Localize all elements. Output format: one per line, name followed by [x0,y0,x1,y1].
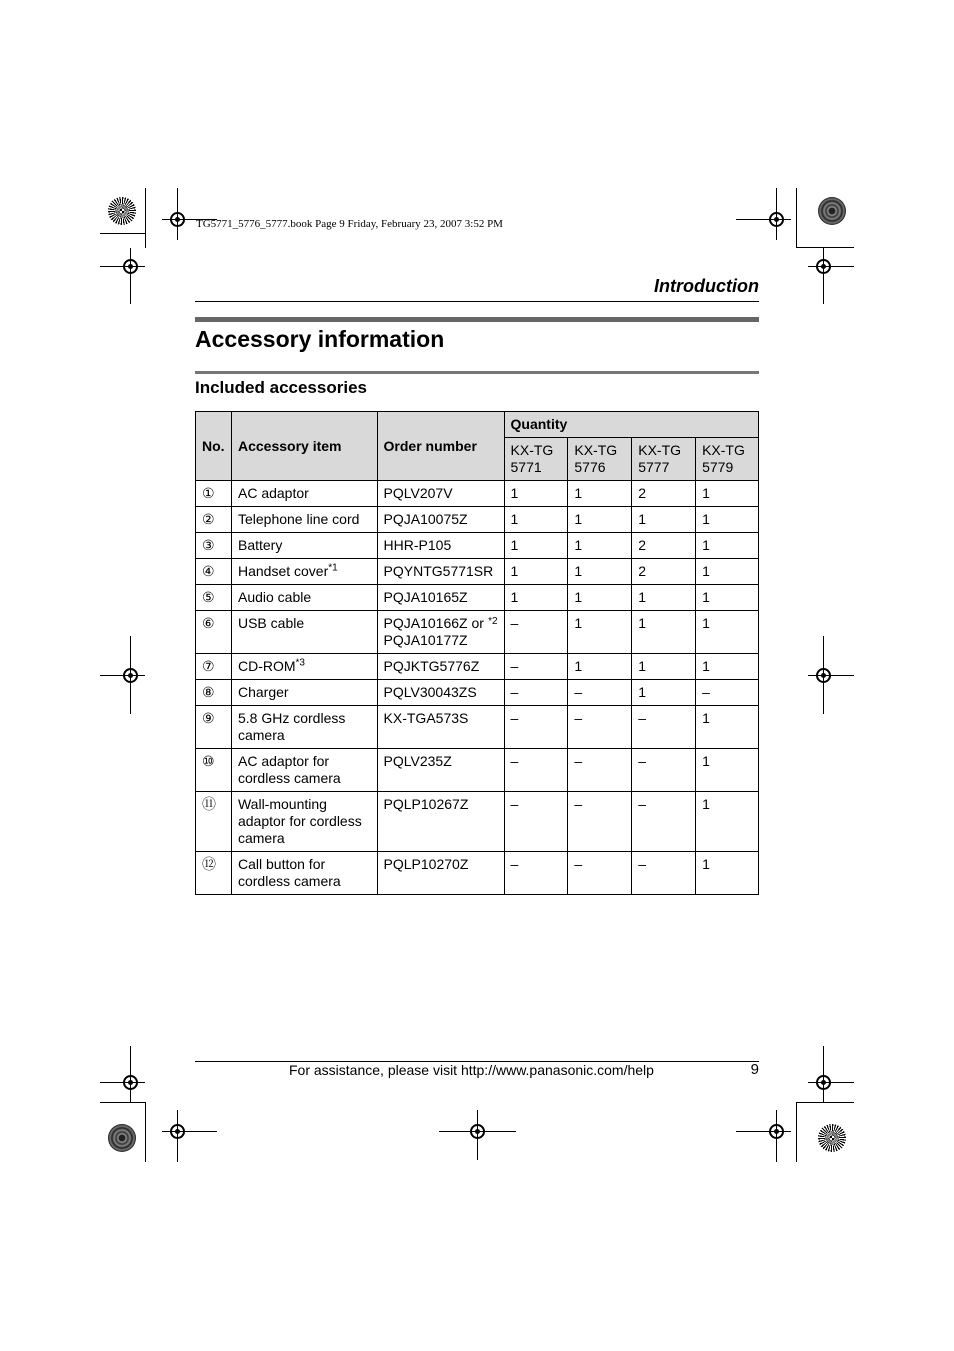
cell-order [377,852,504,895]
cell-quantity-text: 1 [702,537,710,553]
cell-no [196,559,232,585]
cell-order-text: PQLV235Z [383,753,452,769]
cell-order-text: HHR-P105 [383,537,452,553]
table-row [196,533,759,559]
cell-item-text: CD-ROM [237,658,296,674]
cell-quantity-text: 1 [574,511,583,527]
cell-item [231,507,377,533]
cell-quantity [632,792,696,852]
cell-no-text: ④ [202,563,215,579]
cell-quantity-text: – [638,753,647,769]
header-accessory-item: Accessory item [231,412,377,481]
section-tag: Introduction [654,276,759,296]
cell-quantity-text: 1 [702,589,710,605]
cell-no-text: ⑧ [202,684,215,700]
cell-quantity [568,533,632,559]
cell-order [377,507,504,533]
cell-item [231,749,377,792]
cell-quantity-text: 1 [702,796,710,812]
cell-order [377,533,504,559]
cell-quantity-text: – [574,710,583,726]
cell-order [377,585,504,611]
cell-order [377,749,504,792]
cell-quantity-text: 1 [638,511,647,527]
cell-quantity [568,852,632,895]
cell-no [196,654,232,680]
cell-quantity-text: 1 [574,485,583,501]
cell-no [196,481,232,507]
header-quantity: Quantity [504,412,758,438]
footer-help-text: For assistance, please visit http://www.panasonic.com/help [289,1062,654,1078]
cell-no-text: ⑦ [202,658,215,674]
cell-no [196,680,232,706]
cell-quantity-text: 1 [510,537,519,553]
cell-quantity [696,706,759,749]
cell-quantity-text: 1 [510,589,519,605]
cell-quantity-text: – [510,753,519,769]
header-order-number: Order number [377,412,504,481]
cell-quantity [568,749,632,792]
cell-order-text: PQYNTG5771SR [383,563,494,579]
crosshair-icon [170,212,185,227]
cell-quantity-text: 1 [638,658,647,674]
cell-quantity [568,481,632,507]
crosshair-icon [123,668,138,683]
cell-quantity-text: – [510,796,519,812]
cell-order [377,706,504,749]
cell-quantity [632,585,696,611]
cell-item-text: AC adaptor [237,485,309,501]
cell-quantity [696,680,759,706]
cell-item [231,585,377,611]
cell-quantity [632,559,696,585]
registration-dot-icon [108,1124,136,1152]
cell-item-text: Battery [237,537,283,553]
cell-quantity-text: 1 [638,615,647,631]
cell-no [196,585,232,611]
cell-item-text: Wall-mounting adaptor for cordless camera [237,796,362,846]
cell-quantity-text: 1 [638,589,647,605]
page-title: Accessory information [195,326,445,352]
cell-item-text: 5.8 GHz cordless camera [237,710,346,743]
footnote-marker: *1 [328,562,338,574]
cell-order-text: PQJA10165Z [383,589,468,605]
cell-quantity [696,749,759,792]
cell-quantity [504,585,568,611]
print-header: TG5771_5776_5777.book Page 9 Friday, February 23, 2007 3:52 PM [196,218,503,230]
table-row [196,792,759,852]
cell-item [231,706,377,749]
cell-no-text: ⑤ [202,589,215,605]
cell-quantity-text: 1 [574,589,583,605]
table-row [196,481,759,507]
cell-quantity [504,559,568,585]
cell-quantity [504,481,568,507]
table-row [196,585,759,611]
cell-quantity-text: 1 [574,615,583,631]
cell-item [231,654,377,680]
cell-order-text: PQLP10270Z [383,856,469,872]
cell-quantity-text: 2 [638,537,647,553]
cell-quantity-text: 1 [702,615,710,631]
cell-order-text: PQJA10166Z or PQJA10177Z [383,615,484,648]
page-number: 9 [750,1061,759,1078]
cell-quantity [632,654,696,680]
cell-quantity [696,559,759,585]
cell-item-text: Charger [237,684,289,700]
cell-order-text: PQJKTG5776Z [383,658,480,674]
cell-item [231,533,377,559]
header-no: No. [196,412,232,481]
cell-item [231,680,377,706]
registration-dot-icon [818,1124,846,1152]
crosshair-icon [816,668,831,683]
cell-quantity [632,852,696,895]
cell-quantity-text: 1 [702,856,710,872]
header-model: KX-TG 5779 [696,438,759,481]
cell-quantity-text: – [702,684,710,700]
cell-no [196,706,232,749]
cell-quantity-text: – [574,753,583,769]
cell-no-text: ① [202,485,215,501]
cell-quantity-text: – [574,796,583,812]
title-rule-top [195,317,759,322]
cell-quantity-text: – [510,710,519,726]
cell-order [377,611,504,654]
cell-quantity [696,533,759,559]
cell-no [196,792,232,852]
cell-quantity [632,611,696,654]
cell-item [231,792,377,852]
table-body [196,481,759,895]
cell-item-text: USB cable [237,615,305,631]
cell-quantity-text: – [510,684,519,700]
crosshair-icon [816,259,831,274]
cell-quantity [632,680,696,706]
cell-quantity [568,792,632,852]
header-model: KX-TG 5776 [568,438,632,481]
header-model: KX-TG 5777 [632,438,696,481]
cell-order-text: PQLV207V [383,485,453,501]
cell-item [231,559,377,585]
cell-order [377,680,504,706]
cell-order [377,481,504,507]
cell-quantity-text: 2 [638,563,647,579]
cell-quantity-text: 2 [638,485,647,501]
header-rule [195,301,759,302]
cell-item [231,481,377,507]
cell-item [231,852,377,895]
cell-quantity [504,852,568,895]
cell-quantity [632,749,696,792]
cell-quantity-text: – [510,856,519,872]
cell-quantity-text: 1 [574,563,583,579]
cell-quantity-text: – [574,856,583,872]
cell-quantity [696,611,759,654]
table-row [196,706,759,749]
footnote-marker: *3 [295,657,305,669]
cell-no [196,749,232,792]
cell-quantity [632,706,696,749]
cell-no-text: ② [202,511,215,527]
cell-order-text: PQLV30043ZS [383,684,477,700]
cell-no [196,611,232,654]
cell-no-text: ⑫ [202,856,216,872]
cell-no-text: ⑩ [202,753,215,769]
cell-quantity-text: – [510,658,519,674]
cell-quantity-text: – [638,796,647,812]
cell-quantity [504,507,568,533]
cell-quantity [568,680,632,706]
cell-quantity [568,706,632,749]
cell-quantity-text: 1 [702,658,710,674]
cell-quantity [504,706,568,749]
cell-quantity-text: – [638,856,647,872]
cell-quantity [696,654,759,680]
section-subtitle: Included accessories [195,378,367,397]
cell-quantity-text: 1 [574,658,583,674]
cell-item-text: Call button for cordless camera [237,856,341,889]
cell-item [231,611,377,654]
cell-quantity [504,611,568,654]
crosshair-icon [470,1124,485,1139]
footnote-marker: *2 [488,616,498,627]
cell-quantity-text: – [574,684,583,700]
cell-quantity-text: 1 [510,563,519,579]
crosshair-icon [123,259,138,274]
cell-quantity-text: 1 [574,537,583,553]
crosshair-icon [769,1124,784,1139]
cell-order [377,559,504,585]
cell-order-text: PQJA10075Z [383,511,468,527]
header-model: KX-TG 5771 [504,438,568,481]
crosshair-icon [769,212,784,227]
cell-order-text: KX-TGA573S [383,710,469,726]
table-row [196,852,759,895]
cell-no-text: ⑪ [202,796,216,812]
cell-quantity [696,585,759,611]
cell-quantity-text: – [638,710,647,726]
cell-quantity [568,611,632,654]
crosshair-icon [123,1075,138,1090]
cell-quantity-text: 1 [702,485,710,501]
cell-item-text: AC adaptor for cordless camera [237,753,341,786]
cell-quantity-text: 1 [510,485,519,501]
cell-quantity [632,481,696,507]
cell-item-text: Handset cover [237,563,329,579]
cell-quantity [504,533,568,559]
cell-quantity [568,507,632,533]
cell-quantity-text: 1 [638,684,647,700]
cell-quantity [696,852,759,895]
registration-dot-icon [108,197,136,225]
cell-quantity-text: – [510,615,519,631]
table-row [196,654,759,680]
cell-quantity [632,533,696,559]
cell-no [196,533,232,559]
cell-quantity [568,559,632,585]
cell-quantity [504,792,568,852]
cell-quantity-text: 1 [702,753,710,769]
cell-quantity [568,585,632,611]
title-rule-bottom [195,371,759,374]
cell-quantity-text: 1 [510,511,519,527]
cell-item-text: Audio cable [237,589,312,605]
cell-quantity [504,749,568,792]
cell-order [377,654,504,680]
cell-quantity [504,654,568,680]
cell-quantity-text: 1 [702,511,710,527]
cell-order-text: PQLP10267Z [383,796,469,812]
cell-quantity [632,507,696,533]
cell-quantity [568,654,632,680]
table-row [196,680,759,706]
table-row [196,749,759,792]
cell-no-text: ⑥ [202,615,215,631]
cell-quantity [504,680,568,706]
registration-dot-icon [818,197,846,225]
table-row [196,507,759,533]
table-row [196,559,759,585]
cell-quantity-text: 1 [702,563,710,579]
cell-quantity [696,481,759,507]
cell-no [196,852,232,895]
cell-order [377,792,504,852]
crosshair-icon [170,1124,185,1139]
cell-no-text: ③ [202,537,215,553]
cell-no [196,507,232,533]
cell-quantity-text: 1 [702,710,710,726]
crosshair-icon [816,1075,831,1090]
cell-item-text: Telephone line cord [237,511,360,527]
accessory-table [195,411,759,895]
table-row [196,611,759,654]
cell-quantity [696,507,759,533]
cell-no-text: ⑨ [202,710,215,726]
cell-quantity [696,792,759,852]
